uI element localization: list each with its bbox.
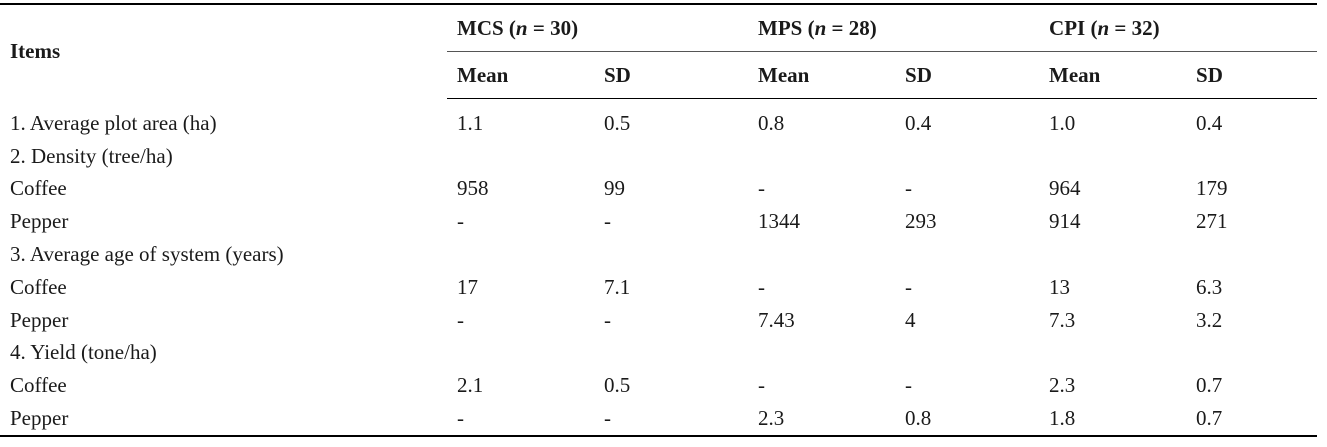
- table-row: [0, 173, 1317, 206]
- sd-cell: 7.1: [604, 274, 631, 299]
- data-table-container: [0, 3, 1317, 437]
- row-label: 2. Density (tree/ha): [10, 143, 173, 168]
- sd-cell: [1186, 140, 1317, 173]
- mean-cell: -: [758, 176, 766, 201]
- mean-column-header: Mean: [748, 52, 895, 99]
- sd-cell: 4: [905, 307, 916, 332]
- mean-cell: 7.3: [1049, 307, 1076, 332]
- row-label: 1. Average plot area (ha): [10, 110, 217, 135]
- mean-cell: [748, 140, 895, 173]
- sd-cell: 0.4: [905, 110, 932, 135]
- sd-cell: [895, 140, 1039, 173]
- header-row-groups: [0, 4, 1317, 52]
- row-label: Coffee: [10, 274, 67, 299]
- row-label: 3. Average age of system (years): [10, 242, 284, 267]
- mean-cell: -: [457, 209, 464, 234]
- mean-cell: 1.1: [457, 110, 484, 135]
- sd-cell: 3.2: [1196, 307, 1223, 332]
- group-name: MCS: [457, 15, 504, 40]
- mean-cell: -: [447, 402, 594, 436]
- mean-cell: [1039, 238, 1186, 271]
- sd-cell: -: [604, 307, 611, 332]
- n-symbol: n: [515, 15, 528, 40]
- sd-cell: 0.5: [604, 110, 631, 135]
- sd-cell: -: [594, 402, 748, 436]
- sd-cell: -: [905, 274, 913, 299]
- sd-cell: -: [604, 209, 611, 234]
- row-label: Pepper: [10, 209, 69, 234]
- table-body: [0, 99, 1317, 436]
- mean-cell: 964: [1049, 176, 1081, 201]
- mean-cell: -: [758, 274, 766, 299]
- data-table: [0, 3, 1317, 437]
- sd-column-header: SD: [1186, 52, 1317, 99]
- table-row: [0, 304, 1317, 337]
- sd-cell: 6.3: [1196, 274, 1223, 299]
- group-header-cpi: CPI (n = 32): [1039, 4, 1317, 52]
- row-label: Pepper: [0, 402, 447, 436]
- sd-cell: 0.7: [1186, 402, 1317, 436]
- mean-cell: 2.3: [1049, 373, 1076, 398]
- mean-cell: 1344: [758, 209, 801, 234]
- mean-cell: 7.43: [758, 307, 795, 332]
- mean-cell: 1.8: [1039, 402, 1186, 436]
- sd-cell: 0.5: [604, 373, 631, 398]
- table-row: [0, 402, 1317, 436]
- sd-cell: [895, 238, 1039, 271]
- mean-cell: [748, 337, 895, 370]
- mean-cell: 17: [457, 274, 478, 299]
- mean-cell: [447, 238, 594, 271]
- mean-cell: [1039, 140, 1186, 173]
- mean-cell: 13: [1049, 274, 1071, 299]
- sd-cell: 0.4: [1196, 110, 1223, 135]
- table-row: [0, 369, 1317, 402]
- sd-column-header: SD: [895, 52, 1039, 99]
- n-symbol: n: [1097, 15, 1110, 40]
- sd-cell: [895, 337, 1039, 370]
- mean-cell: -: [457, 307, 464, 332]
- mean-cell: [748, 238, 895, 271]
- sd-cell: [594, 337, 748, 370]
- group-header-mps: MPS (n = 28): [748, 4, 1039, 52]
- sd-cell: 0.7: [1196, 373, 1223, 398]
- mean-cell: [447, 337, 594, 370]
- group-name: CPI: [1049, 15, 1086, 40]
- sd-cell: 293: [905, 209, 937, 234]
- row-label: 4. Yield (tone/ha): [10, 340, 157, 365]
- table-row: [0, 271, 1317, 304]
- sd-cell: -: [905, 373, 913, 398]
- mean-cell: [1039, 337, 1186, 370]
- table-row: [0, 99, 1317, 140]
- sd-cell: 179: [1196, 176, 1228, 201]
- mean-column-header: Mean: [1039, 52, 1186, 99]
- sd-cell: 0.8: [895, 402, 1039, 436]
- sd-cell: [594, 140, 748, 173]
- table-row: [0, 337, 1317, 370]
- mean-cell: 958: [457, 176, 489, 201]
- mean-cell: 0.8: [758, 110, 785, 135]
- mean-cell: 2.3: [748, 402, 895, 436]
- mean-cell: [447, 140, 594, 173]
- row-label: Pepper: [10, 307, 69, 332]
- n-value: = 28: [826, 15, 870, 40]
- table-row: [0, 205, 1317, 238]
- table-row: [0, 140, 1317, 173]
- sd-column-header: SD: [594, 52, 748, 99]
- mean-column-header: Mean: [447, 52, 594, 99]
- sd-cell: [1186, 238, 1317, 271]
- mean-cell: -: [758, 373, 766, 398]
- row-label: Coffee: [10, 176, 67, 201]
- group-name: MPS: [758, 15, 803, 40]
- mean-cell: 2.1: [457, 373, 484, 398]
- n-value: = 32: [1109, 15, 1153, 40]
- sd-cell: [594, 238, 748, 271]
- items-column-header: Items: [0, 4, 447, 99]
- group-header-mcs: MCS (n = 30): [447, 4, 748, 52]
- row-label: Coffee: [10, 373, 67, 398]
- n-symbol: n: [814, 15, 827, 40]
- sd-cell: [1186, 337, 1317, 370]
- table-row: [0, 238, 1317, 271]
- sd-cell: 271: [1196, 209, 1228, 234]
- sd-cell: -: [905, 176, 913, 201]
- mean-cell: 914: [1049, 209, 1081, 234]
- n-value: = 30: [527, 15, 572, 40]
- mean-cell: 1.0: [1049, 110, 1076, 135]
- sd-cell: 99: [604, 176, 625, 201]
- table-header: [0, 4, 1317, 99]
